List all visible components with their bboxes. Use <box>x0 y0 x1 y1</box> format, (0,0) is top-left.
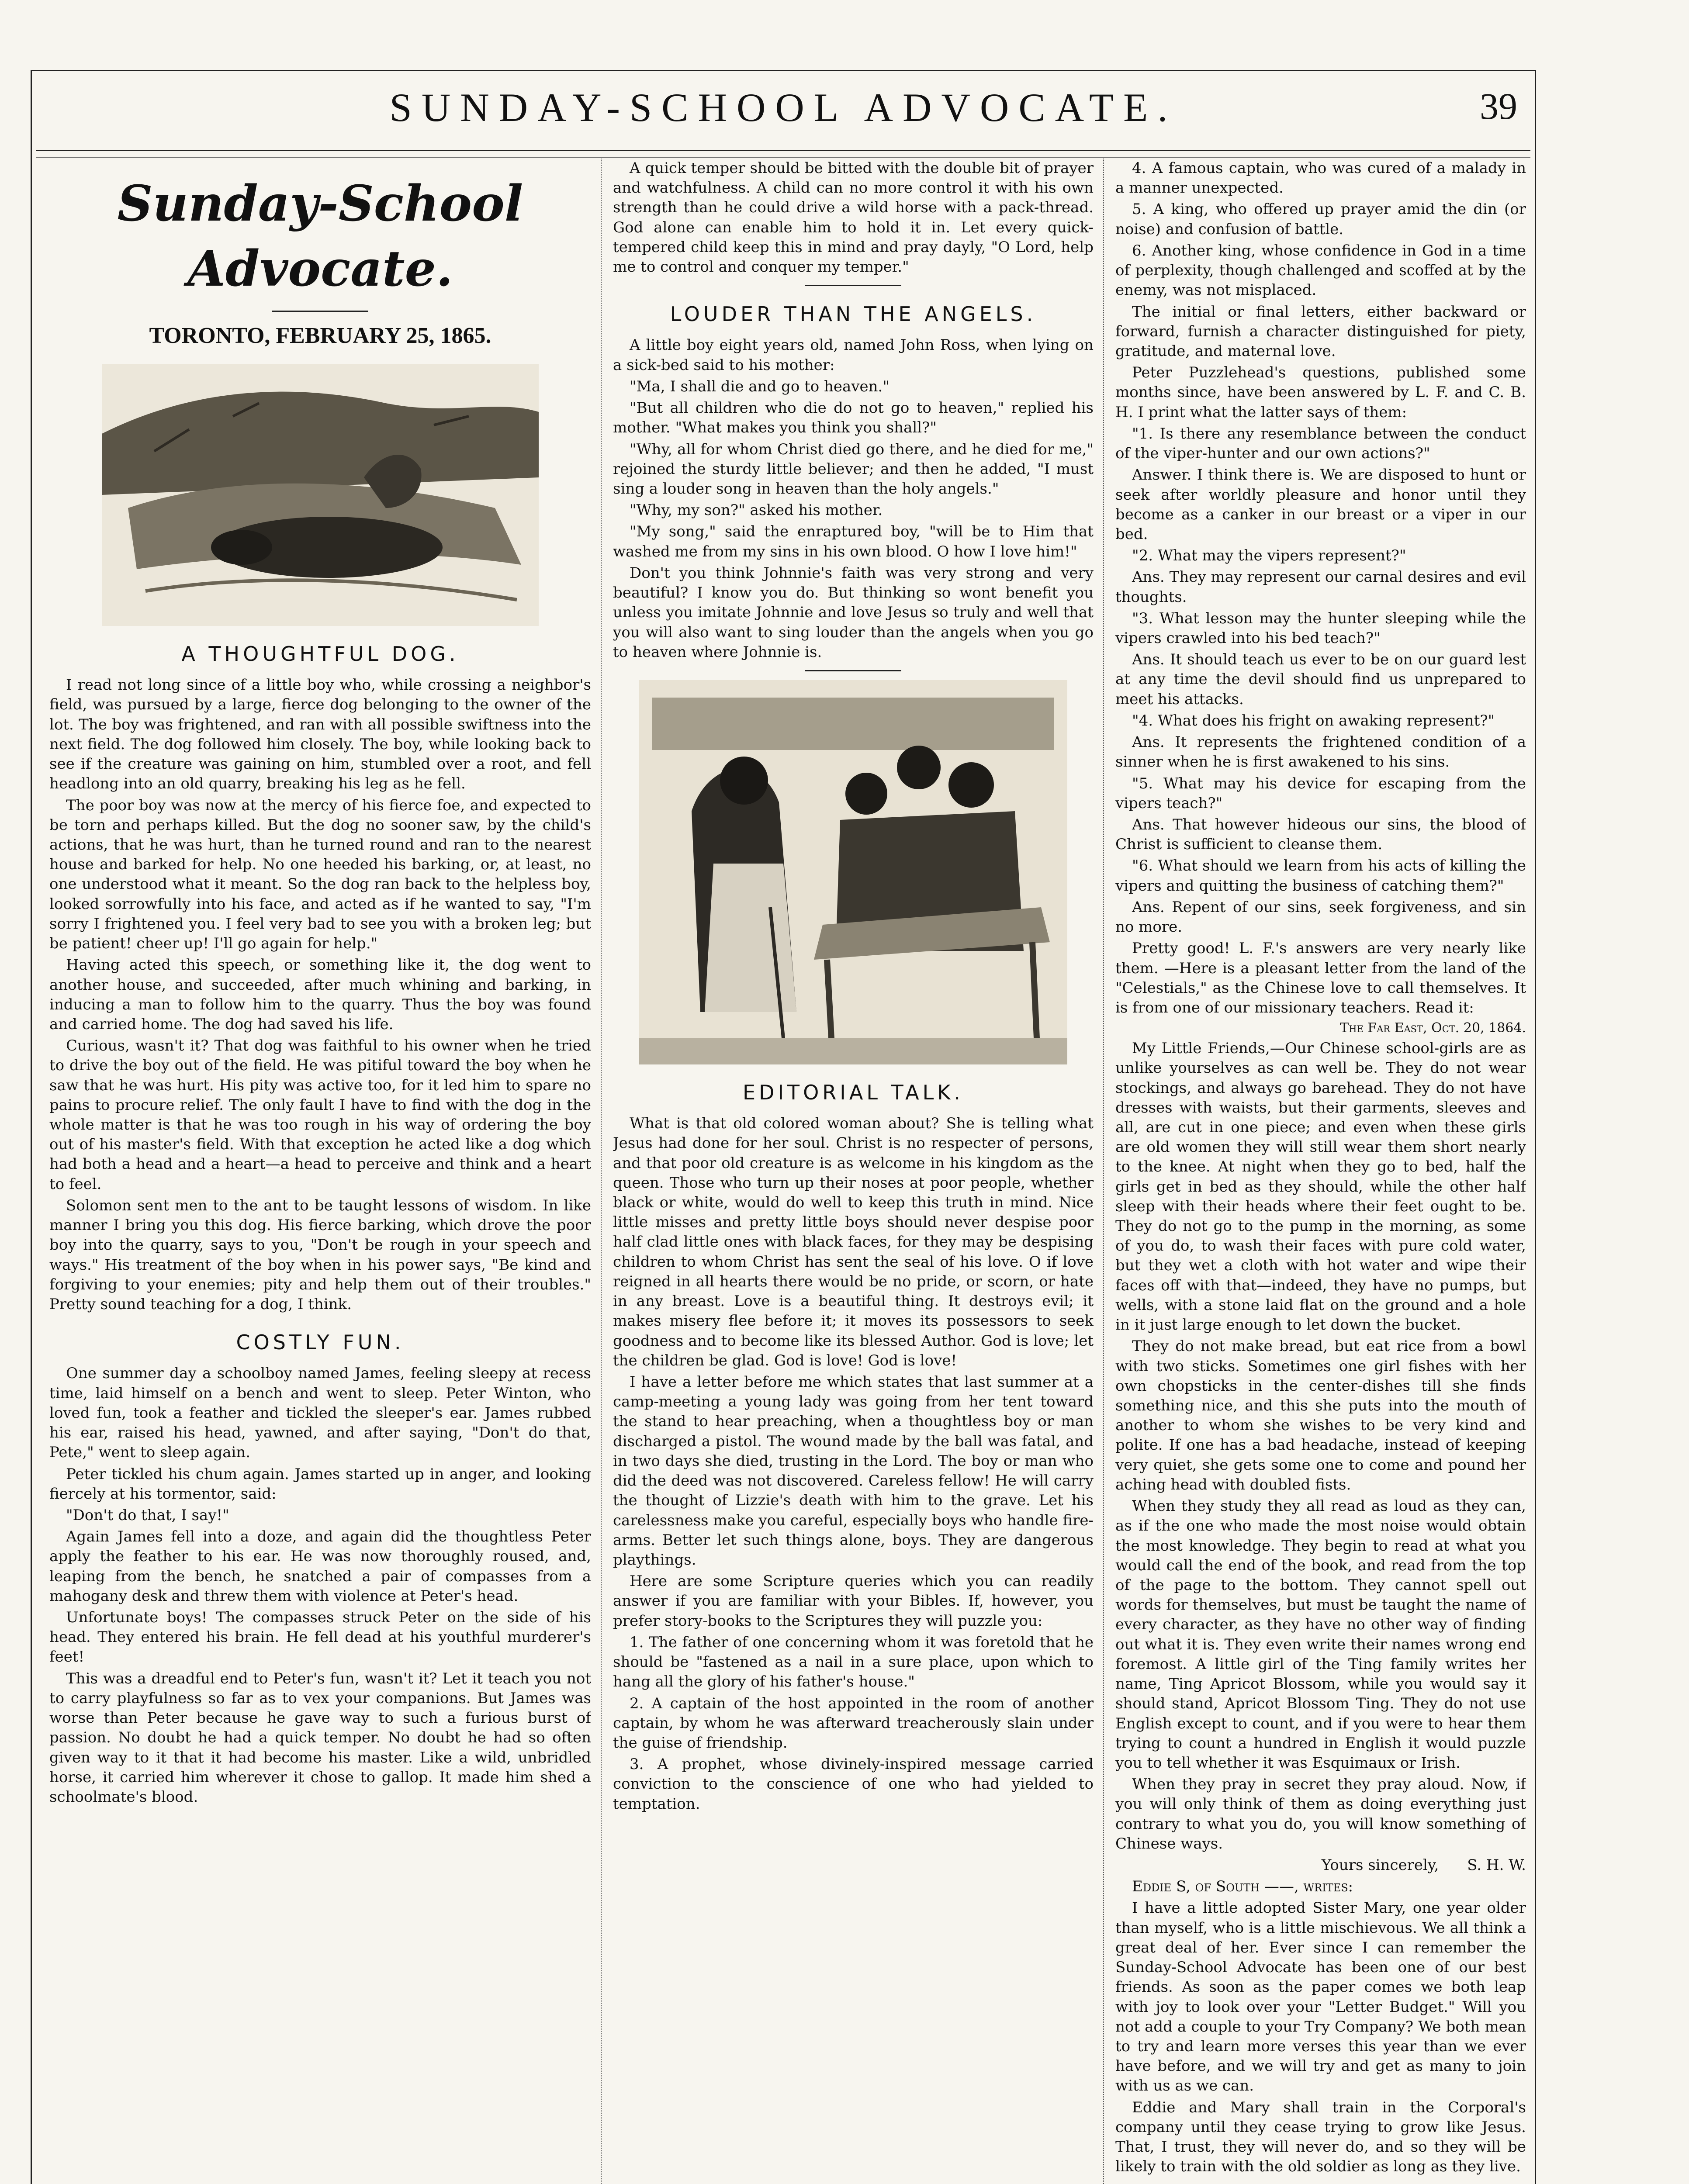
scripture-query: 3. A prophet, whose divinely-inspired message carried conviction to the conscience of one who had yielded to temptation. <box>613 1755 1094 1813</box>
dateline: TORONTO, FEBRUARY 25, 1865. <box>149 323 491 348</box>
article-title-costly-fun: COSTLY FUN. <box>236 1330 405 1355</box>
puzzle-answer: Ans. That however hideous our sins, the blood of Christ is sufficient to cleanse them. <box>1115 816 1526 854</box>
scripture-query: 6. Another king, whose confidence in God in a time of perplexity, though challenged and scoffed at by the enemy, was not misplaced. <box>1115 242 1526 299</box>
eddie-intro: Eddie S, of South ——, writes: <box>1132 1878 1353 1896</box>
ornament-rule <box>272 311 368 312</box>
article-title-editorial-talk: EDITORIAL TALK. <box>742 1080 964 1104</box>
puzzle-answer: Ans. They may represent our carnal desires and evil thoughts. <box>1115 568 1526 606</box>
newspaper-page <box>31 70 1536 2184</box>
letter-paragraph: My Little Friends,—Our Chinese school-girls are as unlike yourselves as can well be. They do not wear stockings, and always go barehead. They do not have dresses with waists, but their garments, sleeves and all, are cut in one piece; and even when these girls are old women they will still wear them short nearly to the knee. At night when they go to bed, half the girls get in bed as they should, while the other half sleep with their heads where their feet ought to be. They do not go to the pump in the morning, as some of you do, to wash their faces with pure cold water, but they wet a cloth with hot water and wipe their faces off with that—indeed, they have no pumps, but wells, with a stone laid flat on the ground and a hole in it just large enough to let down the bucket. <box>1115 1040 1526 1334</box>
letter-signoff-text: Yours sincerely, <box>1321 1856 1439 1874</box>
article-paragraph: "But all children who die do not go to heaven," replied his mother. "What makes you think you shall?" <box>613 399 1094 437</box>
article-paragraph: A quick temper should be bitted with the double bit of prayer and watchfulness. A child can no more control it with his own strength than he could drive a wild horse with a pack-thread. God alone can enable him to hold it in. Let every quick-tempered child keep this in mind and pray dayly, "O Lord, help me to control and conquer my temper." <box>613 159 1094 276</box>
article-paragraph: Curious, wasn't it? That dog was faithful to his owner when he tried to drive the boy out of the field. He was pitiful toward the boy when he saw that he was hurt. His pity was active too, for it led him to spare no pains to procure relief. The only fault I have to find with the dog in the whole matter is that he was too rough in his way of ordering the boy out of his master's field. With that exception he acted like a dog which had both a head and a heart—a head to perceive and think and a heart to feel. <box>49 1037 591 1193</box>
scripture-query: 2. A captain of the host appointed in the room of another captain, by whom he was afterward treacherously slain under the guise of friendship. <box>613 1694 1094 1752</box>
scripture-query: 5. A king, who offered up prayer amid the din (or noise) and confusion of battle. <box>1115 200 1526 238</box>
column-1 <box>49 159 591 2184</box>
article-paragraph: One summer day a schoolboy named James, feeling sleepy at recess time, laid himself on a bench and went to sleep. Peter Winton, who loved fun, took a feather and tickled the sleeper's ear. James rubbed his ear, raised his head, yawned, and after saying, "Don't do that, Pete," went to sleep again. <box>49 1365 591 1462</box>
article-paragraph: I have a letter before me which states that last summer at a camp-meeting a young lady was going from her tent toward the stand to hear preaching, when a thoughtless boy or man discharged a pistol. The wound made by the ball was fatal, and in two days she died, trusting in the Lord. The boy or man who did the deed was not discovered. Careless fellow! He will carry the thought of Lizzie's death with him to the grave. Let his carelessness make you careful, especially boys who handle fire-arms. Better let such things alone, boys. They are dangerous playthings. <box>613 1373 1094 1569</box>
article-paragraph: "Why, my son?" asked his mother. <box>630 501 883 519</box>
column-separator <box>601 159 602 2184</box>
article-paragraph: Having acted this speech, or something like it, the dog went to another house, and succeeded, after much whining and barking, in inducing a man to follow him to the quarry. Thus the boy was found and carried home. The dog had saved his life. <box>49 956 591 1033</box>
article-paragraph: "Don't do that, I say!" <box>66 1506 229 1524</box>
article-paragraph: I read not long since of a little boy who, while crossing a neighbor's field, was pursued by a large, fierce dog belonging to the owner of the lot. The boy was frightened, and ran with all possible swiftness into the next field. The dog followed him closely. The boy, while looking back to see if the creature was gaining on him, stumbled over a root, and fell headlong into an old quarry, breaking his leg as he fell. <box>49 676 591 793</box>
article-paragraph: Solomon sent men to the ant to be taught lessons of wisdom. In like manner I bring you this dog. His fierce barking, which drove the poor boy into the quarry, says to you, "Don't be rough in your speech and ways." His treatment of the boy when in his power says, "Be kind and forgiving to your enemies; pity and help them out of their troubles." Pretty sound teaching for a dog, I think. <box>49 1196 591 1313</box>
puzzle-answer: Ans. It represents the frightened condition of a sinner when he is first awakened to his sins. <box>1115 733 1526 771</box>
old-woman-with-children-illustration <box>639 680 1067 1064</box>
letter-paragraph: They do not make bread, but eat rice from a bowl with two sticks. Sometimes one girl fishes with her own chopsticks in the center-dishes till she finds something nice, and this she puts into the mouth of another to whom she wishes to be very kind and polite. If one has a bad headache, instead of keeping very quiet, she gets some one to come and pound her aching head with doubled fists. <box>1115 1337 1526 1493</box>
ornament-rule <box>805 285 901 286</box>
puzzle-answer: Ans. Repent of our sins, seek forgiveness, and sin no more. <box>1115 898 1526 936</box>
puzzle-question: "5. What may his device for escaping from the vipers teach?" <box>1115 774 1526 812</box>
letter-paragraph: When they pray in secret they pray aloud. Now, if you will only think of them as doing everything just contrary to what you do, you will know something of Chinese ways. <box>1115 1776 1526 1852</box>
puzzle-question: "4. What does his fright on awaking represent?" <box>1132 712 1495 729</box>
article-paragraph: Here are some Scripture queries which you can readily answer if you are familiar with your Bibles. If, however, you prefer story-books to the Scriptures they will puzzle you: <box>613 1572 1094 1630</box>
letter-place-date: The Far East, Oct. 20, 1864. <box>1340 1020 1526 1036</box>
article-paragraph: "My song," said the enraptured boy, "will be to Him that washed me from my sins in his own blood. O how I love him!" <box>613 523 1094 560</box>
article-paragraph: The poor boy was now at the mercy of his fierce foe, and expected to be torn and perhaps killed. But the dog no sooner saw, by the child's actions, that he was hurt, than he turned round and ran to the nearest house and barked for help. No one heeded his barking, or, at least, no one understood what it meant. So the dog ran back to the helpless boy, looked sorrowfully into his face, and acted as if he wanted to say, "I'm sorry I frightened you. I feel very bad to see you with a broken leg; but be patient! cheer up! I'll go again for help." <box>49 796 591 953</box>
article-paragraph: What is that old colored woman about? She is telling what Jesus had done for her soul. Christ is no respecter of persons, and that poor old creature is as welcome in his kingdom as the queen. Those who turn up their noses at poor people, whether black or white, would do well to keep this truth in mind. Nice little misses and pretty little boys should never despise poor half clad little ones with black faces, for they may be despising children to whom Christ has sent the seal of his love. O if love reigned in all hearts there would be no pride, or scorn, or hate in any breast. Love is a beautiful thing. It destroys evil; it makes misery flee before it; it moves its possessors to seek goodness and to become like its blessed Author. God is love; let the children be glad. God is love! God is love! <box>613 1115 1094 1369</box>
puzzle-question: "3. What lesson may the hunter sleeping while the vipers crawled into his bed teach?" <box>1115 609 1526 647</box>
article-paragraph: Peter tickled his chum again. James started up in anger, and looking fiercely at his tormentor, said: <box>49 1465 591 1503</box>
scripture-query: 4. A famous captain, who was cured of a malady in a manner unexpected. <box>1115 159 1526 197</box>
article-paragraph: A little boy eight years old, named John Ross, when lying on a sick-bed said to his mother: <box>613 336 1094 374</box>
page-number: 39 <box>1480 85 1517 127</box>
column-3 <box>1115 159 1526 2184</box>
eddie-letter-paragraph: I have a little adopted Sister Mary, one year older than myself, who is a little mischievous. We all think a great deal of her. Ever since I can remember the Sunday-School Advocate has been one of our best friends. As soon as the paper comes we both leap with joy to look over your "Letter Budget." Will you not add a couple to your Try Company? We both mean to try and learn more verses this year than we ever have before, and we will try and get as many to join with us as we can. <box>1115 1899 1526 2095</box>
pretty-good-paragraph: Pretty good! L. F.'s answers are very nearly like them. —Here is a pleasant letter from the land of the "Celestials," as the Chinese love to call themselves. It is from one of our missionary teachers. Read it: <box>1115 940 1526 1016</box>
running-title: SUNDAY-SCHOOL ADVOCATE. <box>389 85 1177 130</box>
letter-paragraph: When they study they all read as loud as they can, as if the one who made the most noise would obtain the most knowledge. They begin to read at what you would call the end of the book, and read from the top of the page to the bottom. They cannot spell out words for themselves, but must be taught the name of every character, as they have no other way of finding out what it is. They even write their names wrong end foremost. A little girl of the Ting family writes her name, Ting Apricot Blossom, while you would say it should stand, Apricot Blossom Ting. They do not use English except to count, and if you were to hear them trying to count a hundred in English it would puzzle you to tell whether it was Esquimaux or Irish. <box>1115 1497 1526 1772</box>
letter-signoff <box>1115 1856 1526 1875</box>
article-paragraph: Don't you think Johnnie's faith was very strong and very beautiful? I know you do. But thinking so wont benefit you unless you imitate Johnnie and love Jesus so truly and well that you will also want to sing louder than the angels when you go to heaven where Johnnie is. <box>613 564 1094 661</box>
letter-signature: S. H. W. <box>1467 1856 1526 1874</box>
column-separator <box>1103 159 1104 2184</box>
eddie-reply-paragraph: Eddie and Mary shall train in the Corporal's company until they cease trying to grow like Jesus. That, I trust, they will never do, and so they will be likely to train with the old soldier as long as they live. <box>1115 2098 1526 2176</box>
article-paragraph: "Ma, I shall die and go to heaven." <box>630 377 889 395</box>
puzzle-question: "1. Is there any resemblance between the conduct of the viper-hunter and our own actions?" <box>1115 425 1526 463</box>
header-rule <box>36 150 1530 158</box>
puzzle-question: "6. What should we learn from his acts of killing the vipers and quitting the business of catching them?" <box>1115 857 1526 895</box>
puzzle-answer: Answer. I think there is. We are disposed to hunt or seek after worldly pleasure and honor until they become as a canker in our breast or a viper in our bed. <box>1115 466 1526 543</box>
puzzle-intro: Peter Puzzlehead's questions, published some months since, have been answered by L. F. and C. B. H. I print what the latter says of them: <box>1115 364 1526 421</box>
queries-note: The initial or final letters, either backward or forward, furnish a character distinguished for piety, gratitude, and maternal love. <box>1115 303 1526 360</box>
article-title-thoughtful-dog: A THOUGHTFUL DOG. <box>181 642 459 666</box>
article-paragraph: "Why, all for whom Christ died go there, and he died for me," rejoined the sturdy little believer; and then he added, "I must sing a louder song in heaven than the holy angels." <box>613 440 1094 498</box>
puzzle-question: "2. What may the vipers represent?" <box>1132 547 1406 565</box>
dog-and-boy-illustration <box>102 364 539 626</box>
page-header <box>32 80 1535 145</box>
article-title-louder-than-angels: LOUDER THAN THE ANGELS. <box>670 302 1037 326</box>
article-paragraph: Unfortunate boys! The compasses struck Peter on the side of his head. They entered his brain. He fell dead at his youthful murderer's feet! <box>49 1609 591 1666</box>
scripture-query: 1. The father of one concerning whom it was foretold that he should be "fastened as a nail in a sure place, upon which to hang all the glory of his father's house." <box>613 1633 1094 1691</box>
puzzle-answer: Ans. It should teach us ever to be on our guard lest at any time the devil should find us unprepared to meet his attacks. <box>1115 651 1526 708</box>
column-2 <box>613 159 1094 2184</box>
ornament-rule <box>805 670 901 671</box>
masthead-title: Sunday-School Advocate. <box>117 175 523 297</box>
article-paragraph: This was a dreadful end to Peter's fun, wasn't it? Let it teach you not to carry playfulness so far as to vex your companions. But James was worse than Peter because he gave way to such a furious burst of passion. No doubt he had a quick temper. No doubt he had so often given way to it that it had become his master. Like a wild, unbridled horse, it carried him wherever it chose to gallop. It made him shed a schoolmate's blood. <box>49 1669 591 1806</box>
article-paragraph: Again James fell into a doze, and again did the thoughtless Peter apply the feather to his ear. He was now thoroughly roused, and, leaping from the bench, he snatched a pair of compasses from a mahogany desk and threw them with violence at Peter's head. <box>49 1528 591 1605</box>
